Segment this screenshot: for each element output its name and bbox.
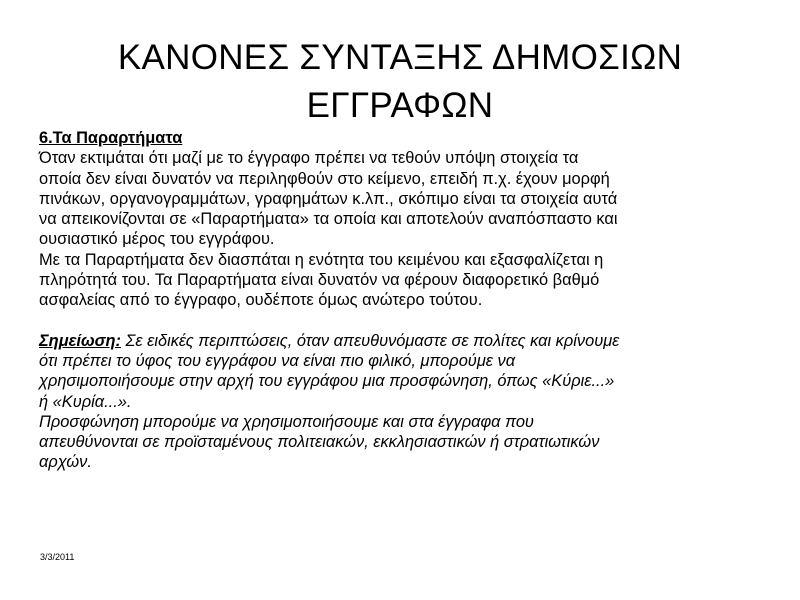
- slide-title-line-2: ΕΓΓΡΑΦΩΝ: [306, 86, 494, 125]
- paragraph-1-line: οποία δεν είναι δυνατόν να περιληφθούν στο κείμενο, επειδή π.χ. έχουν μορφή: [39, 169, 610, 188]
- paragraph-1-line: Όταν εκτιμάται ότι μαζί με το έγγραφο πρέπει να τεθούν υπόψη στοιχεία τα: [39, 149, 579, 168]
- paragraph-2: [39, 250, 769, 311]
- paragraph-1: [39, 148, 769, 249]
- note-line: χρησιμοποιήσουμε στην αρχή του εγγράφου μια προσφώνηση, όπως «Κύριε...»: [39, 372, 615, 391]
- note-line: απευθύνονται σε προϊσταμένους πολιτειακών, εκκλησιαστικών ή στρατιωτικών: [39, 433, 600, 452]
- note-first-line: [39, 331, 769, 351]
- paragraph-2-line: ασφαλείας από το έγγραφο, ουδέποτε όμως ανώτερο τούτου.: [39, 291, 483, 310]
- paragraph-1-line: ουσιαστικό μέρος του εγγράφου.: [39, 230, 275, 249]
- note-line: ή «Κυρία...».: [39, 392, 132, 411]
- footer-date: 3/3/2011: [40, 552, 75, 562]
- paragraph-1-line: πινάκων, οργανογραμμάτων, γραφημάτων κ.λπ., σκόπιμο είναι τα στοιχεία αυτά: [39, 189, 618, 208]
- note-label: Σημείωση:: [39, 331, 121, 350]
- note-line: αρχών.: [39, 453, 92, 472]
- note-line: Προσφώνηση μπορούμε να χρησιμοποιήσουμε και στα έγγραφα που: [39, 412, 534, 431]
- spacer: [39, 311, 769, 331]
- section-heading: 6.Τα Παραρτήματα: [39, 129, 183, 147]
- slide-title-line-1: ΚΑΝΟΝΕΣ ΣΥΝΤΑΞΗΣ ΔΗΜΟΣΙΩΝ: [117, 38, 683, 77]
- note-first-line-text: Σε ειδικές περιπτώσεις, όταν απευθυνόμαστε σε πολίτες και κρίνουμε: [121, 331, 620, 350]
- note-block: [39, 331, 769, 473]
- paragraph-2-line: πληρότητά του. Τα Παραρτήματα είναι δυνατόν να φέρουν διαφορετικό βαθμό: [39, 271, 600, 290]
- paragraph-2-line: Με τα Παραρτήματα δεν διασπάται η ενότητα του κειμένου και εξασφαλίζεται η: [39, 250, 604, 269]
- paragraph-1-line: να απεικονίζονται σε «Παραρτήματα» τα οποία και αποτελούν αναπόσπαστο και: [39, 210, 618, 229]
- note-line: ότι πρέπει το ύφος του εγγράφου να είναι πιο φιλικό, μπορούμε να: [39, 351, 516, 370]
- slide-body: [39, 128, 769, 473]
- slide-title: [40, 34, 760, 130]
